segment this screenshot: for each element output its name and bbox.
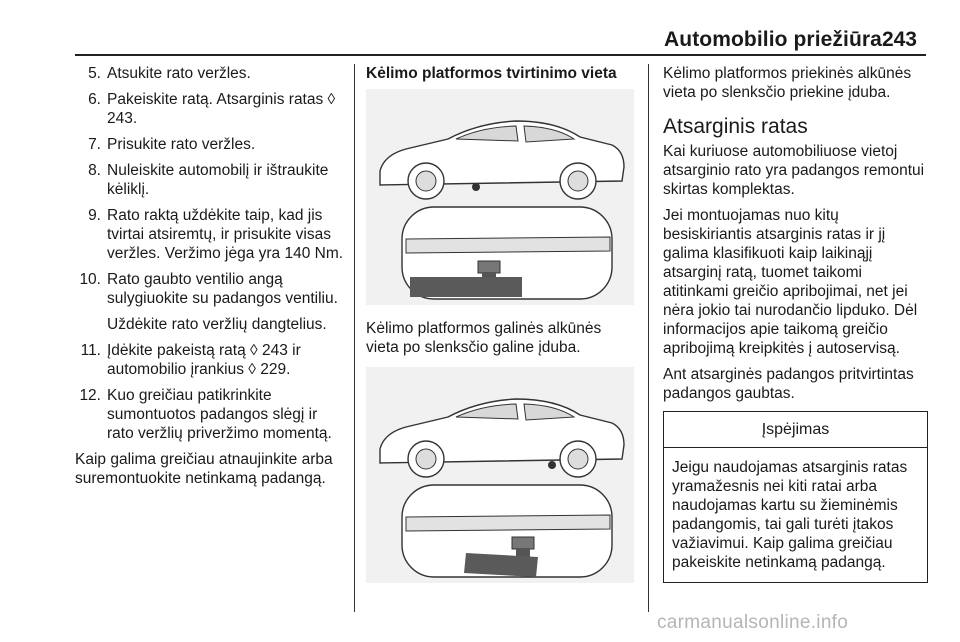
column-divider (648, 64, 649, 612)
step-item (75, 270, 347, 308)
step-item (75, 206, 347, 263)
step-number: 7. (88, 136, 101, 153)
step-item (75, 341, 347, 379)
page-header-title: Automobilio priežiūra (664, 28, 882, 51)
figure-title: Kėlimo platformos tvirtinimo vieta (366, 65, 617, 82)
step-item (75, 90, 347, 128)
step-text: Įdėkite pakeistą ratą ◊ 243 ir automobilio įrankius ◊ 229. (107, 342, 301, 378)
figure-caption-rear: Kėlimo platformos galinės alkūnės vieta po slenksčio galine įduba. (366, 320, 602, 356)
spare-wheel-paragraph: Ant atsarginės padangos pritvirtintas padangos gaubtas. (663, 366, 914, 402)
step-text: Nuleiskite automobilį ir ištraukite kėliklį. (107, 162, 329, 198)
step-note: Uždėkite rato veržlių dangtelius. (107, 316, 327, 333)
front-lift-caption: Kėlimo platformos priekinės alkūnės vieta po slenksčio priekine įduba. (663, 65, 912, 101)
column-instructions (75, 64, 347, 495)
header-divider (75, 54, 926, 56)
step-item (75, 135, 347, 154)
step-text: Rato raktą uždėkite taip, kad jis tvirtai atsiremtų, ir prisukite visas veržles. Veržimo jėga yra 140 Nm. (107, 207, 344, 262)
car-lift-front-illustration (366, 89, 634, 305)
step-number: 6. (88, 91, 101, 108)
step-item (75, 64, 347, 83)
step-text: Rato gaubto ventilio angą sulygiuokite su padangos ventiliu. (107, 271, 338, 307)
column-figures (366, 64, 638, 583)
warning-box (663, 411, 928, 583)
step-text: Kuo greičiau patikrinkite sumontuotos padangos slėgį ir rato veržlių priveržimo momentą. (107, 387, 332, 442)
step-item (75, 386, 347, 443)
step-number: 10. (79, 271, 101, 288)
step-number: 5. (88, 65, 101, 82)
spare-wheel-paragraph: Kai kuriuose automobiliuose vietoj atsarginio rato yra padangos remontui skirtas komplektas. (663, 143, 925, 198)
step-number: 12. (79, 387, 101, 404)
warning-title: Įspėjimas (664, 412, 927, 448)
column-spare-wheel (663, 64, 928, 583)
page-number: 243 (881, 28, 917, 51)
section-heading-spare-wheel: Atsarginis ratas (663, 115, 808, 138)
column-divider (354, 64, 355, 612)
step-number: 11. (80, 342, 101, 359)
step-number: 9. (88, 207, 101, 224)
step-text: Pakeiskite ratą. Atsarginis ratas ◊ 243. (107, 91, 336, 127)
watermark: carmanualsonline.info (657, 612, 849, 633)
closing-paragraph: Kaip galima greičiau atnaujinkite arba suremontuokite netinkamą padangą. (75, 451, 333, 487)
step-text: Prisukite rato veržles. (107, 136, 256, 153)
step-item (75, 161, 347, 199)
step-number: 8. (88, 162, 101, 179)
lift-point-front-figure (366, 89, 634, 305)
step-text: Atsukite rato veržles. (107, 65, 251, 82)
lift-point-rear-figure (366, 367, 634, 583)
warning-text: Jeigu naudojamas atsarginis ratas yramažesnis nei kiti ratai arba naudojamas kartu su žieminėmis padangomis, tai gali turėti įtakos važiavimui. Kaip galima greičiau pakeiskite netinkamą padangą. (672, 459, 908, 571)
spare-wheel-paragraph: Jei montuojamas nuo kitų besiskiriantis atsarginis ratas ir jį galima klasifikuoti kaip laikinąjį atsarginį ratą, tuomet taikomi atitinkami greičio apribojimai, net jei nėra jokio tai nurodančio lipduko. Dėl informacijos apie taikomą greičio apribojimą kreipkitės į autoservisą. (663, 207, 918, 357)
car-lift-rear-illustration (366, 367, 634, 583)
